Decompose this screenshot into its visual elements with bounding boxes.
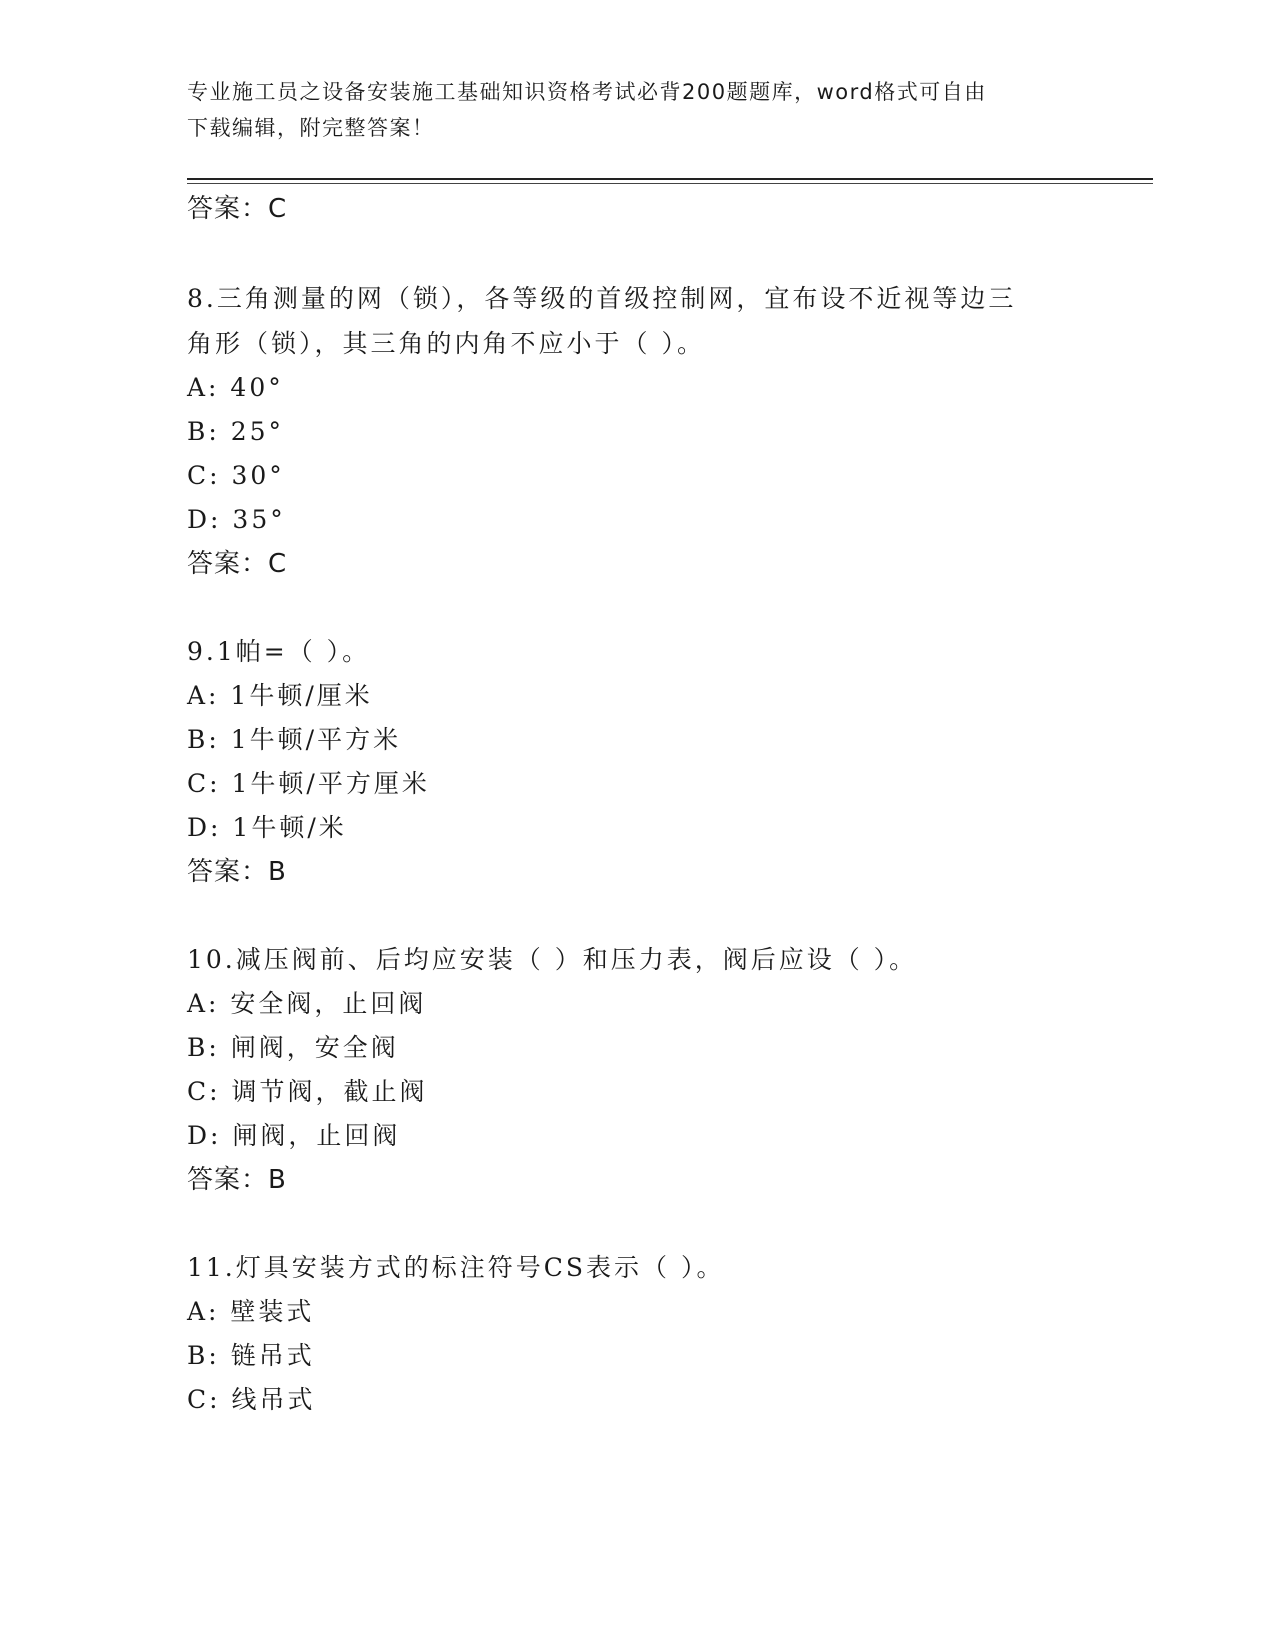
question-11-option-b: B: 链吊式 — [187, 1341, 315, 1370]
question-10-option-c: C: 调节阀，截止阀 — [187, 1077, 428, 1106]
question-9-option-a: A: 1牛顿/厘米 — [187, 681, 373, 710]
question-11-option-a: A: 壁装式 — [187, 1297, 315, 1326]
answer-prev: 答案：C — [187, 194, 288, 224]
question-10-answer: 答案：B — [187, 1165, 287, 1195]
question-10-option-a: A: 安全阀，止回阀 — [187, 989, 427, 1018]
question-8-option-c: C: 30° — [187, 461, 285, 490]
question-11-stem-line-1: 11.灯具安装方式的标注符号CS表示（ ）。 — [187, 1253, 725, 1282]
header-line-2: 下载编辑，附完整答案！ — [187, 116, 435, 140]
question-10-option-d: D: 闸阀，止回阀 — [187, 1121, 401, 1150]
question-8-stem-line-1: 8.三角测量的网（锁），各等级的首级控制网，宜布设不近视等边三 — [187, 284, 1017, 313]
header-rule-thin — [187, 183, 1153, 184]
header-line-1: 专业施工员之设备安装施工基础知识资格考试必背200题题库，word格式可自由 — [187, 80, 987, 104]
question-8-option-a: A: 40° — [187, 373, 284, 402]
question-9-answer: 答案：B — [187, 857, 287, 887]
question-11-option-c: C: 线吊式 — [187, 1385, 316, 1414]
question-9-stem-line-1: 9.1帕=（ ）。 — [187, 637, 371, 666]
question-10-stem-line-1: 10.减压阀前、后均应安装（ ）和压力表，阀后应设（ ）。 — [187, 945, 918, 974]
document-header — [187, 74, 1067, 146]
question-8-option-d: D: 35° — [187, 505, 286, 534]
question-9-option-d: D: 1牛顿/米 — [187, 813, 347, 842]
question-8-stem-line-2: 角形（锁），其三角的内角不应小于（ ）。 — [187, 329, 705, 358]
question-8-answer: 答案：C — [187, 549, 288, 579]
question-8-option-b: B: 25° — [187, 417, 285, 446]
header-rule-thick — [187, 178, 1153, 180]
question-9-option-c: C: 1牛顿/平方厘米 — [187, 769, 430, 798]
question-10-option-b: B: 闸阀，安全阀 — [187, 1033, 399, 1062]
question-9-option-b: B: 1牛顿/平方米 — [187, 725, 402, 754]
